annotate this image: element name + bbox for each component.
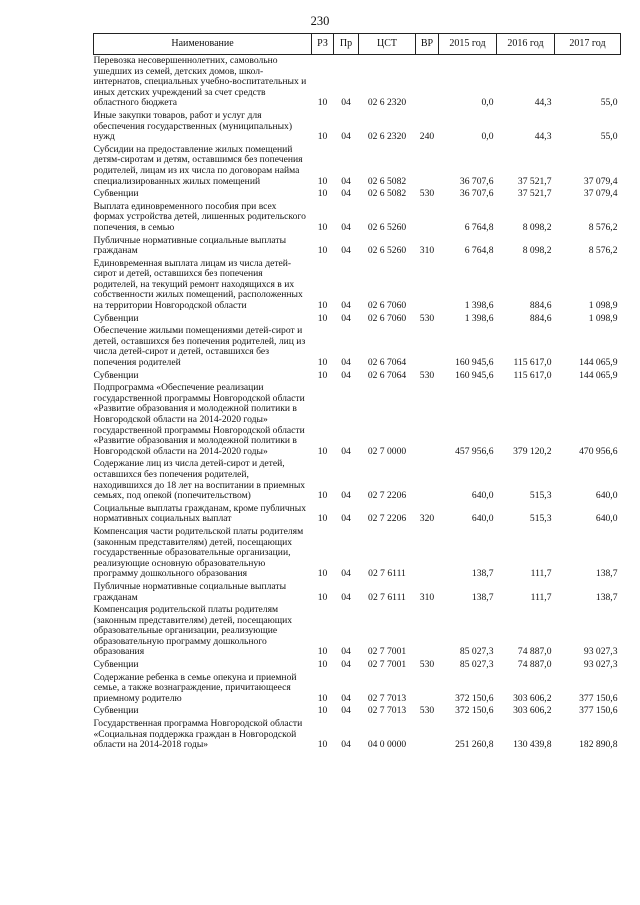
row-2015: 6 764,8 [464, 221, 494, 233]
table-row [94, 325, 621, 369]
table-header-row [94, 34, 621, 55]
table-row [94, 526, 621, 581]
row-pr: 04 [341, 513, 351, 525]
row-2017: 144 065,9 [579, 357, 618, 369]
row-rz: 10 [317, 97, 328, 109]
row-2016: 303 606,2 [513, 705, 552, 717]
row-pr: 04 [341, 445, 351, 457]
budget-table [93, 33, 621, 752]
row-pr: 04 [341, 369, 351, 381]
row-2016: 515,3 [529, 490, 552, 502]
table-row [94, 188, 621, 201]
row-rz: 10 [317, 490, 328, 502]
row-vr [416, 201, 439, 235]
header-2015: 2015 год [439, 34, 497, 55]
row-name: Социальные выплаты гражданам, кроме публичных нормативных социальных выплат [93, 502, 307, 525]
row-2017: 1 098,9 [588, 312, 618, 324]
table-row [94, 503, 621, 526]
row-2017: 640,0 [595, 490, 618, 502]
row-rz: 10 [317, 692, 328, 704]
row-name: Содержание ребенка в семье опекуна и приемной семье, а также вознаграждение, причитающееся приемному родителю [93, 671, 297, 704]
row-vr: 530 [419, 659, 435, 671]
table-row [94, 201, 621, 235]
table-row [94, 144, 621, 188]
row-pr: 04 [341, 646, 351, 658]
row-vr [416, 526, 439, 581]
row-cst: 02 6 7060 [367, 300, 407, 312]
table-row [94, 672, 621, 706]
row-2017: 182 890,8 [579, 739, 618, 751]
row-rz: 10 [317, 646, 328, 658]
row-vr [416, 604, 439, 659]
row-2016: 111,7 [530, 568, 552, 580]
row-pr: 04 [341, 312, 351, 324]
row-name: Выплата единовременного пособия при всех формах устройства детей, лишенных родительского попечения, в семью [93, 200, 306, 233]
row-2015: 372 150,6 [455, 692, 494, 704]
row-vr: 530 [419, 312, 435, 324]
row-name: Субвенции [93, 659, 139, 671]
row-2015: 372 150,6 [455, 705, 494, 717]
row-rz: 10 [317, 245, 328, 257]
table-row [94, 370, 621, 383]
row-2016: 74 887,0 [517, 646, 552, 658]
row-rz: 10 [317, 357, 328, 369]
row-2015: 36 707,6 [459, 188, 494, 200]
row-vr [416, 672, 439, 706]
row-2016: 515,3 [529, 513, 552, 525]
row-2016: 8 098,2 [522, 245, 552, 257]
table-row [94, 235, 621, 258]
row-2015: 6 764,8 [464, 245, 494, 257]
row-cst: 02 7 7001 [367, 646, 407, 658]
row-2016: 44,3 [534, 97, 552, 109]
table-row [94, 604, 621, 659]
row-2017: 37 079,4 [583, 175, 618, 187]
row-vr [416, 144, 439, 188]
header-vr: ВР [416, 34, 439, 55]
table-row [94, 110, 621, 144]
header-rz: РЗ [312, 34, 334, 55]
row-rz: 10 [317, 312, 328, 324]
row-pr: 04 [341, 245, 351, 257]
header-2016: 2016 год [497, 34, 555, 55]
row-2017: 1 098,9 [588, 300, 618, 312]
row-vr: 310 [419, 591, 435, 603]
row-2017: 138,7 [595, 568, 618, 580]
row-2015: 138,7 [471, 591, 494, 603]
row-name: Перевозка несовершеннолетних, самовольно ушедших из семей, детских домов, школ-интернатов, специальных учебно-воспитательных и иных детских учреждений за счет средств областного бюджета [93, 55, 307, 109]
row-2016: 111,7 [530, 591, 552, 603]
row-vr: 240 [419, 131, 435, 143]
header-name: Наименование [94, 34, 312, 55]
row-cst: 02 6 5082 [367, 188, 407, 200]
row-rz: 10 [317, 369, 328, 381]
row-rz: 10 [317, 705, 328, 717]
row-cst: 02 6 5260 [367, 245, 407, 257]
table-row [94, 705, 621, 718]
row-2017: 138,7 [595, 591, 618, 603]
row-pr: 04 [341, 221, 351, 233]
row-2016: 8 098,2 [522, 221, 552, 233]
row-name: Государственная программа Новгородской области «Социальная поддержка граждан в Новгородской области на 2014-2018 годы» [93, 718, 303, 751]
row-2017: 377 150,6 [579, 692, 618, 704]
row-2015: 138,7 [471, 568, 494, 580]
table-row [94, 718, 621, 752]
row-vr [416, 382, 439, 458]
row-cst: 02 6 7064 [367, 357, 407, 369]
row-name: Субвенции [93, 369, 139, 381]
row-name: Обеспечение жилыми помещениями детей-сирот и детей, оставшихся без попечения родителей, лиц из числа детей-сирот и детей, оставшихся без попечения родителей [93, 325, 306, 369]
row-2016: 37 521,7 [517, 175, 552, 187]
row-pr: 04 [341, 739, 351, 751]
row-2016: 74 887,0 [517, 659, 552, 671]
row-pr: 04 [341, 131, 351, 143]
row-cst: 02 7 0000 [367, 445, 407, 457]
row-vr [416, 325, 439, 369]
row-pr: 04 [341, 188, 351, 200]
table-row [94, 382, 621, 458]
row-2017: 55,0 [600, 131, 618, 143]
row-2017: 93 027,3 [583, 659, 618, 671]
row-2016: 303 606,2 [513, 692, 552, 704]
row-2015: 457 956,6 [455, 445, 494, 457]
row-cst: 02 7 7013 [367, 705, 407, 717]
row-rz: 10 [317, 131, 328, 143]
row-cst: 02 6 5260 [367, 221, 407, 233]
row-cst: 02 7 2206 [367, 513, 407, 525]
row-pr: 04 [341, 692, 351, 704]
row-2016: 884,6 [529, 312, 552, 324]
row-2016: 115 617,0 [513, 369, 552, 381]
row-pr: 04 [341, 357, 351, 369]
row-2016: 379 120,2 [513, 445, 552, 457]
row-cst: 02 7 6111 [368, 591, 406, 603]
row-name: Компенсация родительской платы родителям (законным представителям) детей, посещающих образовательные организации, реализующие образовательную программу дошкольного образования [93, 604, 293, 658]
row-cst: 02 6 5082 [367, 175, 407, 187]
row-2016: 130 439,8 [513, 739, 552, 751]
row-2017: 55,0 [600, 97, 618, 109]
row-name: Субвенции [93, 705, 139, 717]
row-pr: 04 [341, 175, 351, 187]
row-2017: 8 576,2 [588, 221, 618, 233]
row-vr [416, 258, 439, 313]
row-vr: 320 [419, 513, 435, 525]
row-cst: 02 6 2320 [367, 97, 407, 109]
row-2017: 144 065,9 [579, 369, 618, 381]
row-2015: 160 945,6 [455, 357, 494, 369]
row-rz: 10 [317, 300, 328, 312]
row-rz: 10 [317, 739, 328, 751]
row-2016: 44,3 [534, 131, 552, 143]
row-2017: 37 079,4 [583, 188, 618, 200]
row-rz: 10 [317, 221, 328, 233]
row-cst: 02 7 7013 [367, 692, 407, 704]
table-row [94, 581, 621, 604]
row-name: Единовременная выплата лицам из числа детей-сирот и детей, оставшихся без попечения родителей, на текущий ремонт находящихся в их собственности жилых помещений, расположенных на территории Новгородской области [93, 257, 303, 312]
row-2015: 85 027,3 [459, 659, 494, 671]
row-rz: 10 [317, 188, 328, 200]
row-rz: 10 [317, 568, 328, 580]
row-vr [416, 458, 439, 502]
header-cst: ЦСТ [359, 34, 416, 55]
row-2016: 884,6 [529, 300, 552, 312]
row-2017: 93 027,3 [583, 646, 618, 658]
row-cst: 04 0 0000 [367, 739, 407, 751]
row-2015: 160 945,6 [455, 369, 494, 381]
row-2015: 0,0 [481, 97, 494, 109]
row-name: Субвенции [93, 312, 139, 324]
row-vr [416, 718, 439, 752]
row-pr: 04 [341, 97, 351, 109]
row-name: Компенсация части родительской платы родителям (законным представителям) детей, посещающих государственные образовательные организации, реализующие основную образовательную программу дошкольного образования [93, 525, 304, 580]
row-2016: 37 521,7 [517, 188, 552, 200]
row-pr: 04 [341, 300, 351, 312]
row-cst: 02 7 7001 [367, 659, 407, 671]
row-name: Публичные нормативные социальные выплаты гражданам [93, 580, 287, 603]
table-row [94, 313, 621, 326]
row-vr: 530 [419, 369, 435, 381]
row-cst: 02 7 6111 [368, 568, 406, 580]
table-row [94, 55, 621, 110]
row-name: Иные закупки товаров, работ и услуг для обеспечения государственных (муниципальных) нужд [93, 109, 293, 143]
row-2015: 36 707,6 [459, 175, 494, 187]
row-2017: 377 150,6 [579, 705, 618, 717]
row-2015: 640,0 [471, 490, 494, 502]
row-2015: 85 027,3 [459, 646, 494, 658]
header-2017: 2017 год [555, 34, 621, 55]
row-rz: 10 [317, 591, 328, 603]
row-cst: 02 6 2320 [367, 131, 407, 143]
row-pr: 04 [341, 705, 351, 717]
page-number: 230 [310, 14, 330, 28]
header-pr: Пр [334, 34, 359, 55]
row-vr: 530 [419, 705, 435, 717]
row-2015: 251 260,8 [455, 739, 494, 751]
table-body [94, 55, 621, 752]
row-rz: 10 [317, 175, 328, 187]
row-vr: 310 [419, 245, 435, 257]
table-row [94, 258, 621, 313]
row-cst: 02 6 7060 [367, 312, 407, 324]
row-pr: 04 [341, 591, 351, 603]
row-name: Субсидии на предоставление жилых помещений детям-сиротам и детям, оставшимся без попечения родителей, лицам из их числа по договорам найма специализированных жилых помещений [93, 143, 303, 187]
row-pr: 04 [341, 659, 351, 671]
table-row [94, 458, 621, 502]
row-vr: 530 [419, 188, 435, 200]
row-pr: 04 [341, 568, 351, 580]
row-cst: 02 7 2206 [367, 490, 407, 502]
row-2017: 470 956,6 [579, 445, 618, 457]
row-name: Субвенции [93, 188, 139, 200]
row-rz: 10 [317, 513, 328, 525]
row-2015: 0,0 [481, 131, 494, 143]
row-pr: 04 [341, 490, 351, 502]
row-rz: 10 [317, 659, 328, 671]
row-rz: 10 [317, 445, 328, 457]
row-2015: 1 398,6 [464, 300, 494, 312]
table-row [94, 659, 621, 672]
row-vr [416, 55, 439, 110]
row-2017: 640,0 [595, 513, 618, 525]
row-2015: 1 398,6 [464, 312, 494, 324]
row-cst: 02 6 7064 [367, 369, 407, 381]
row-2016: 115 617,0 [513, 357, 552, 369]
row-name: Содержание лиц из числа детей-сирот и детей, оставшихся без попечения родителей, находившихся до 18 лет на воспитании в приемных семьях, под опекой (попечительством) [93, 458, 306, 502]
row-2017: 8 576,2 [588, 245, 618, 257]
row-2015: 640,0 [471, 513, 494, 525]
row-name: Публичные нормативные социальные выплаты гражданам [93, 234, 287, 257]
row-name: Подпрограмма «Обеспечение реализации государственной программы Новгородской области «Развитие образования и молодежной политики в Новгородской области на 2014-2020 годы» государственной программы Новгородской области «Развитие образования и молодежной политики в Новгородской области на 2014-2020 годы» [93, 382, 305, 457]
